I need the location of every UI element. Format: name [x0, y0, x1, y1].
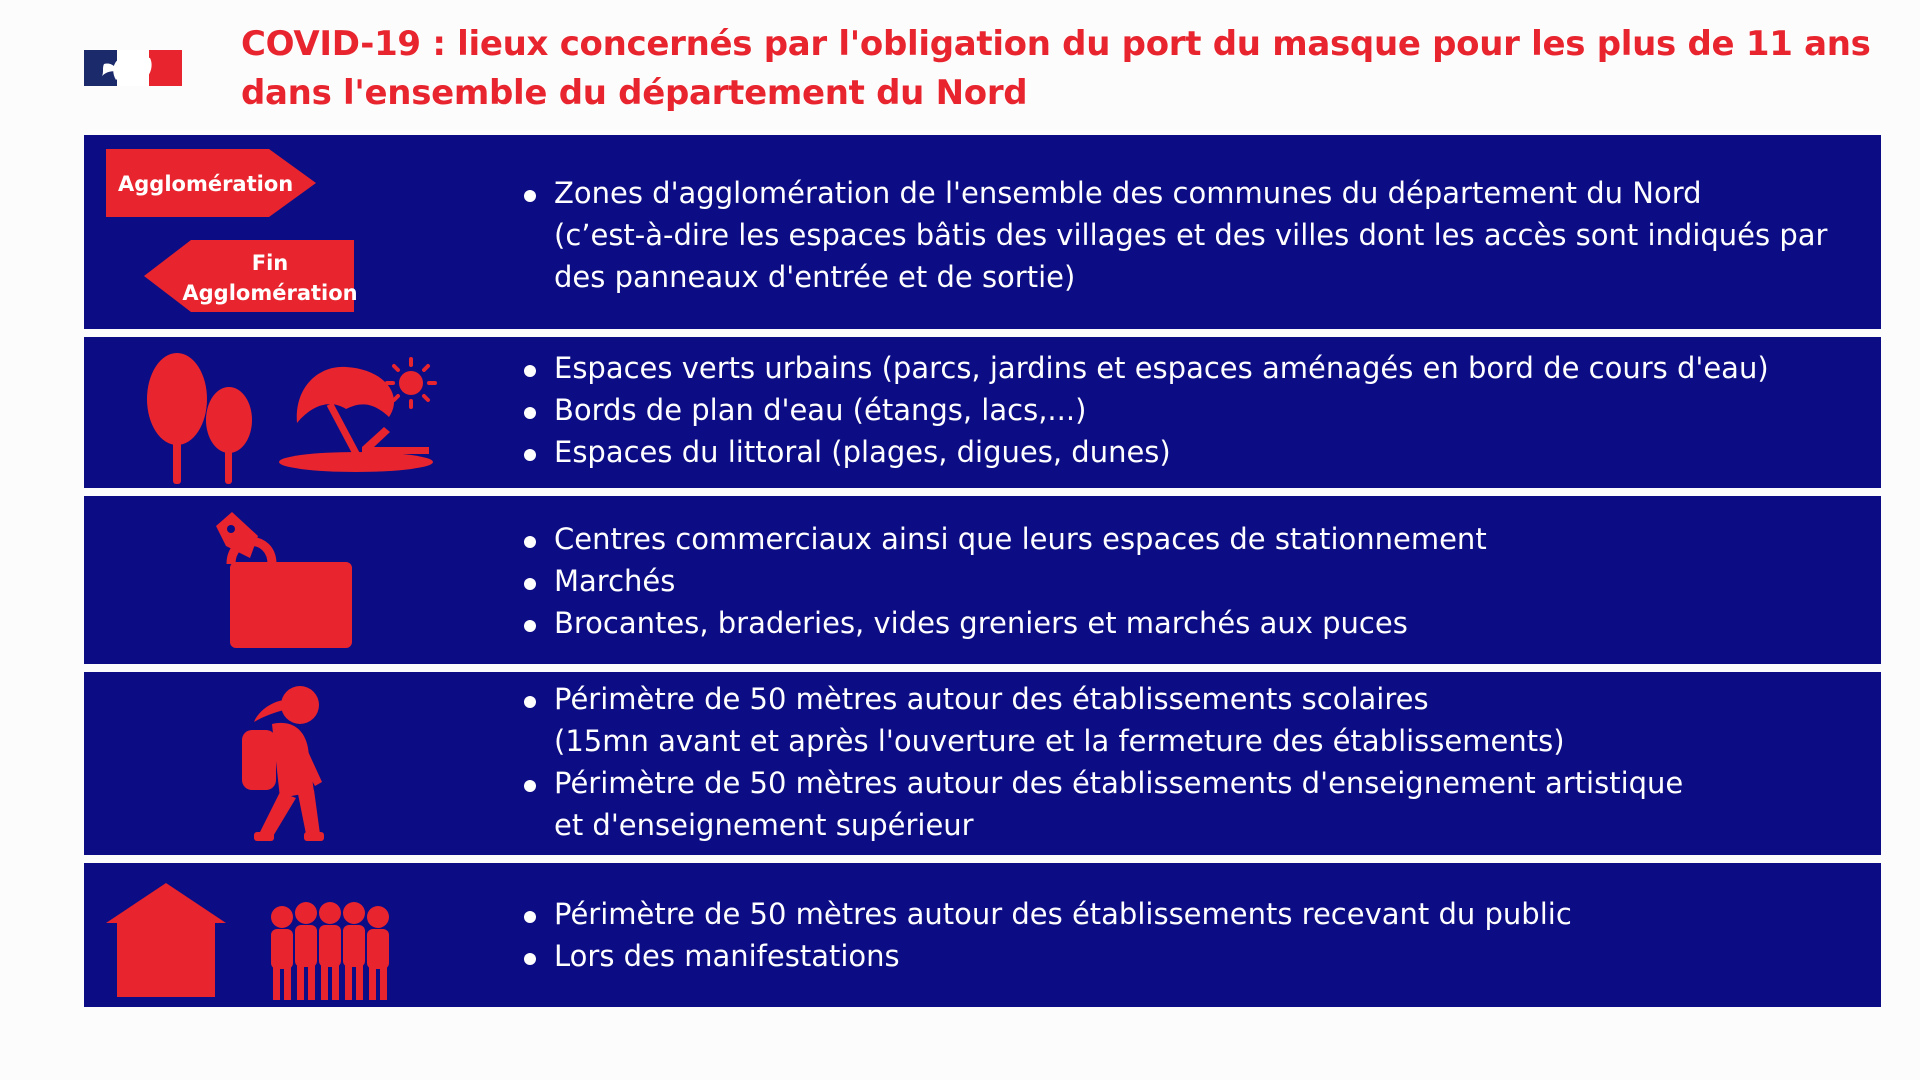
category-row-public-establishments: [84, 863, 1881, 1007]
row-items-list: [522, 678, 1683, 846]
sign-entry-label: Agglomération: [118, 172, 294, 196]
category-row-commerce: [84, 496, 1881, 664]
list-item: Bords de plan d'eau (étangs, lacs,...): [522, 389, 1769, 431]
schoolgirl-icon: [84, 672, 504, 855]
list-item: Périmètre de 50 mètres autour des établissements d'enseignement artistique et d'enseignement supérieur: [522, 762, 1683, 846]
sun-icon: [84, 337, 504, 488]
row-items-list: [522, 893, 1572, 977]
list-item: Espaces verts urbains (parcs, jardins et espaces aménagés en bord de cours d'eau): [522, 347, 1769, 389]
list-item: Brocantes, braderies, vides greniers et marchés aux puces: [522, 602, 1487, 644]
category-row-agglomeration: [84, 135, 1881, 329]
list-item: Marchés: [522, 560, 1487, 602]
sign-exit-label-line2: Agglomération: [182, 281, 358, 305]
category-row-schools: [84, 672, 1881, 855]
sign-exit-label-line1: Fin: [251, 251, 289, 275]
shopping-bag-icon: [84, 496, 504, 664]
list-item: Périmètre de 50 mètres autour des établissements scolaires (15mn avant et après l'ouverture et la fermeture des établissements): [522, 678, 1683, 762]
end-agglomeration-sign-icon: [84, 135, 504, 329]
row-items-list: [522, 172, 1827, 298]
list-item: Périmètre de 50 mètres autour des établissements recevant du public: [522, 893, 1572, 935]
crowd-icon: [84, 863, 504, 1007]
page-title: COVID-19 : lieux concernés par l'obligation du port du masque pour les plus de 11 ans dans l'ensemble du département du Nord: [241, 24, 1871, 113]
row-items-list: [522, 347, 1769, 473]
category-row-green-spaces: [84, 337, 1881, 488]
list-item: Lors des manifestations: [522, 935, 1572, 977]
marianne-logo-icon: [84, 50, 182, 86]
row-items-list: [522, 518, 1487, 644]
list-item: Zones d'agglomération de l'ensemble des communes du département du Nord (c’est-à-dire les espaces bâtis des villages et des villes dont les accès sont indiqués par des panneaux d'entrée et de sortie): [522, 172, 1827, 298]
list-item: Espaces du littoral (plages, digues, dunes): [522, 431, 1769, 473]
list-item: Centres commerciaux ainsi que leurs espaces de stationnement: [522, 518, 1487, 560]
